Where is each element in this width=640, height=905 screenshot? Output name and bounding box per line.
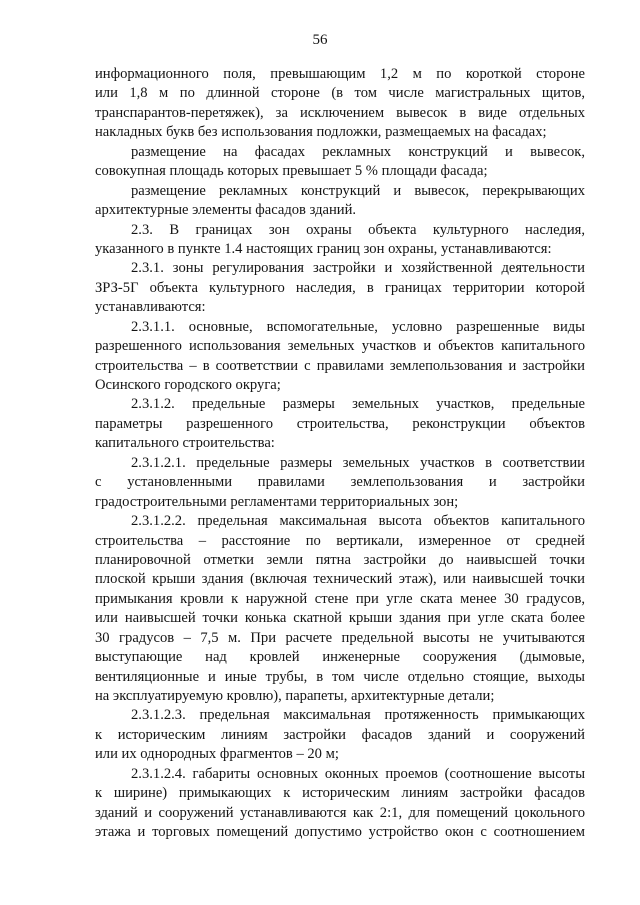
text-line: 2.3. В границах зон охраны объекта культурного наследия,: [131, 221, 585, 238]
text-line: 30 градусов – 7,5 м. При расчете предельной высоты не учитываются: [95, 629, 585, 646]
text-line: указанного в пункте 1.4 настоящих границ зон охраны, устанавливаются:: [95, 240, 552, 257]
text-line: разрешенного использования земельных участков и объектов капитального: [95, 338, 585, 355]
page-number: 56: [312, 32, 328, 48]
text-line: 2.3.1. зоны регулирования застройки и хозяйственной деятельности: [131, 260, 585, 277]
text-line: ЗРЗ-5Г объекта культурного наследия, в границах территории которой: [95, 279, 585, 296]
text-line: информационного поля, превышающим 1,2 м по короткой стороне: [95, 66, 585, 82]
text-line: или их однородных фрагментов – 20 м;: [95, 746, 339, 763]
text-line: строительства – в соответствии с правилами землепользования и застройки: [95, 357, 585, 374]
text-line: или 1,8 м по длинной стороне (в том числе магистральных щитов,: [95, 85, 585, 102]
text-line: Осинского городского округа;: [95, 377, 281, 393]
text-line: архитектурные элементы фасадов зданий.: [95, 202, 357, 219]
text-line: 2.3.1.2.4. габариты основных оконных проемов (соотношение высоты: [131, 765, 585, 782]
text-line: вентиляционные и иные трубы, в том числе отдельно стоящие, выходы: [95, 668, 585, 685]
text-line: градостроительными регламентами территориальных зон;: [95, 493, 459, 510]
text-line: к историческим линиям застройки фасадов зданий и сооружений: [95, 726, 585, 743]
text-line: строительства – расстояние по вертикали, измеренное от средней: [95, 532, 585, 549]
text-line: транспарантов-перетяжек), за исключением вывесок в виде отдельных: [95, 104, 585, 121]
text-line: размещение на фасадах рекламных конструкций и вывесок,: [131, 143, 585, 160]
text-line: плоской крыши здания (включая технический этаж), или наивысшей точки: [95, 571, 585, 588]
text-line: 2.3.1.2.3. предельная максимальная протяженность примыкающих: [131, 707, 585, 724]
text-line: выступающие над кровлей инженерные сооружения (дымовые,: [95, 649, 585, 666]
text-line: 2.3.1.2.1. предельные размеры земельных участков в соответствии: [131, 454, 585, 471]
text-line: 2.3.1.2.2. предельная максимальная высота объектов капитального: [131, 513, 585, 530]
text-line: капитального строительства:: [95, 435, 275, 452]
text-line: устанавливаются:: [95, 299, 206, 316]
text-line: этажа и торговых помещений допустимо устройство окон с соотношением: [95, 824, 585, 841]
text-line: или наивысшей точки конька скатной крыши здания при угле ската более: [95, 610, 585, 627]
text-line: планировочной отметки земли пятна застройки до наивысшей точки: [95, 551, 585, 568]
text-line: параметры разрешенного строительства, реконструкции объектов: [95, 415, 585, 432]
text-line: 2.3.1.2. предельные размеры земельных участков, предельные: [131, 396, 585, 413]
text-line: накладных букв без использования подложки, размещаемых на фасадах;: [95, 124, 547, 141]
document-body: [95, 65, 585, 843]
text-line: 2.3.1.1. основные, вспомогательные, условно разрешенные виды: [131, 318, 585, 335]
text-line: на эксплуатируемую кровлю), парапеты, архитектурные детали;: [95, 688, 495, 704]
text-line: к ширине) примыкающих к историческим линиям застройки фасадов: [95, 785, 585, 802]
text-line: примыкания кровли к наружной стене при угле ската менее 30 градусов,: [95, 590, 585, 607]
text-line: размещение рекламных конструкций и вывесок, перекрывающих: [131, 182, 585, 199]
text-line: совокупная площадь которых превышает 5 % площади фасада;: [95, 163, 488, 180]
text-line: зданий и сооружений устанавливаются как 2:1, для помещений цокольного: [95, 804, 585, 821]
text-line: с установленными правилами землепользования и застройки: [95, 474, 585, 491]
